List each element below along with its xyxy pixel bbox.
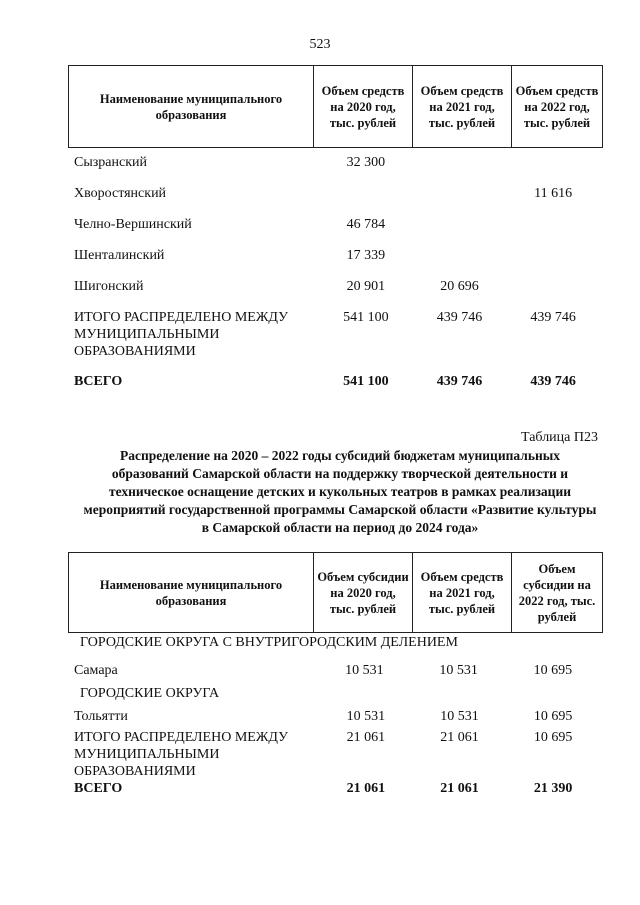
table-row [74, 278, 600, 309]
table2-rows [74, 708, 600, 800]
value-2022: 10 695 [533, 730, 573, 745]
row-name: Сызранский [74, 155, 147, 170]
group-header: ГОРОДСКИЕ ОКРУГА С ВНУТРИГОРОДСКИМ ДЕЛЕНИЕМ [80, 635, 458, 650]
value-2020: 541 100 [343, 374, 389, 389]
group-header: ГОРОДСКИЕ ОКРУГА [80, 686, 220, 701]
row-name: Тольятти [74, 709, 128, 724]
value-2021: 10 531 [439, 663, 478, 678]
table-title: Распределение на 2020 – 2022 годы субсидий бюджетам муниципальных образований Самарской области на поддержку творческой деятельности и техническое оснащение детских и кукольных театров в рамках реализации мероприятий государственной программы Самарской области «Развитие культуры в Самарской области на период до 2024 года» [83, 448, 597, 535]
row-name: Самара [74, 663, 118, 678]
table2-header-name: Наименование муниципального образования [69, 553, 314, 633]
row-name: ВСЕГО [74, 374, 123, 389]
value-2022: 439 746 [530, 374, 576, 389]
value-2022: 439 746 [530, 310, 576, 325]
value-2022 [506, 278, 600, 309]
table1-header-2021: Объем средств на 2021 год, тыс. рублей [413, 66, 512, 148]
table-row [74, 780, 600, 800]
value-2021 [413, 154, 507, 185]
row-name: Челно-Вершинский [74, 217, 192, 232]
table-row [74, 708, 600, 729]
value-2021 [413, 185, 507, 216]
value-2022 [506, 216, 600, 247]
value-2021: 21 061 [440, 781, 479, 796]
table1-body [74, 154, 600, 395]
table-row [74, 216, 600, 247]
value-2021 [413, 247, 507, 278]
value-2020: 541 100 [343, 310, 389, 325]
value-2021: 21 061 [440, 730, 479, 745]
row-name: Шигонский [74, 279, 144, 294]
table-label: Таблица П23 [521, 430, 598, 445]
table-row [74, 729, 600, 780]
value-2022: 11 616 [534, 186, 573, 201]
value-2020: 17 339 [346, 248, 386, 263]
value-2020: 10 531 [345, 663, 384, 678]
table1-header-2020: Объем средств на 2020 год, тыс. рублей [314, 66, 413, 148]
value-2021: 20 696 [440, 279, 479, 294]
table1-header [68, 65, 603, 148]
value-2020 [319, 185, 413, 216]
row-name: Хворостянский [74, 186, 167, 201]
value-2021: 439 746 [436, 374, 483, 389]
value-2020: 32 300 [346, 155, 386, 170]
value-2020: 10 531 [346, 709, 386, 724]
row-name: ИТОГО РАСПРЕДЕЛЕНО МЕЖДУ МУНИЦИПАЛЬНЫМИ ОБРАЗОВАНИЯМИ [74, 310, 288, 359]
table-row [74, 247, 600, 278]
value-2020: 21 061 [346, 730, 386, 745]
page-number: 523 [309, 37, 331, 52]
table-row [74, 185, 600, 216]
value-2021: 439 746 [436, 310, 483, 325]
row-name: ВСЕГО [74, 781, 123, 796]
table2-header [68, 552, 603, 633]
table2-header-2020: Объем субсидии на 2020 год, тыс. рублей [314, 553, 413, 633]
table-row [74, 662, 600, 679]
table2-header-2021: Объем средств на 2021 год, тыс. рублей [413, 553, 512, 633]
table-row [74, 373, 600, 395]
value-2022 [506, 247, 600, 278]
value-2021: 10 531 [440, 709, 479, 724]
value-2020: 20 901 [346, 279, 386, 294]
value-2020: 46 784 [346, 217, 386, 232]
value-2020: 21 061 [346, 781, 386, 796]
table1-header-name: Наименование муниципального образования [69, 66, 314, 148]
table2-header-2022: Объем субсидии на 2022 год, тыс. рублей [512, 553, 603, 633]
value-2022 [506, 154, 600, 185]
table1-header-2022: Объем средств на 2022 год, тыс. рублей [512, 66, 603, 148]
row-name: Шенталинский [74, 248, 165, 263]
value-2022: 10 695 [533, 709, 573, 724]
value-2021 [413, 216, 507, 247]
value-2022: 21 390 [533, 781, 573, 796]
table-row [74, 154, 600, 185]
row-name: ИТОГО РАСПРЕДЕЛЕНО МЕЖДУ МУНИЦИПАЛЬНЫМИ ОБРАЗОВАНИЯМИ [74, 730, 288, 779]
table2-samara [74, 662, 600, 679]
table-row [74, 309, 600, 373]
value-2022: 10 695 [533, 663, 573, 678]
